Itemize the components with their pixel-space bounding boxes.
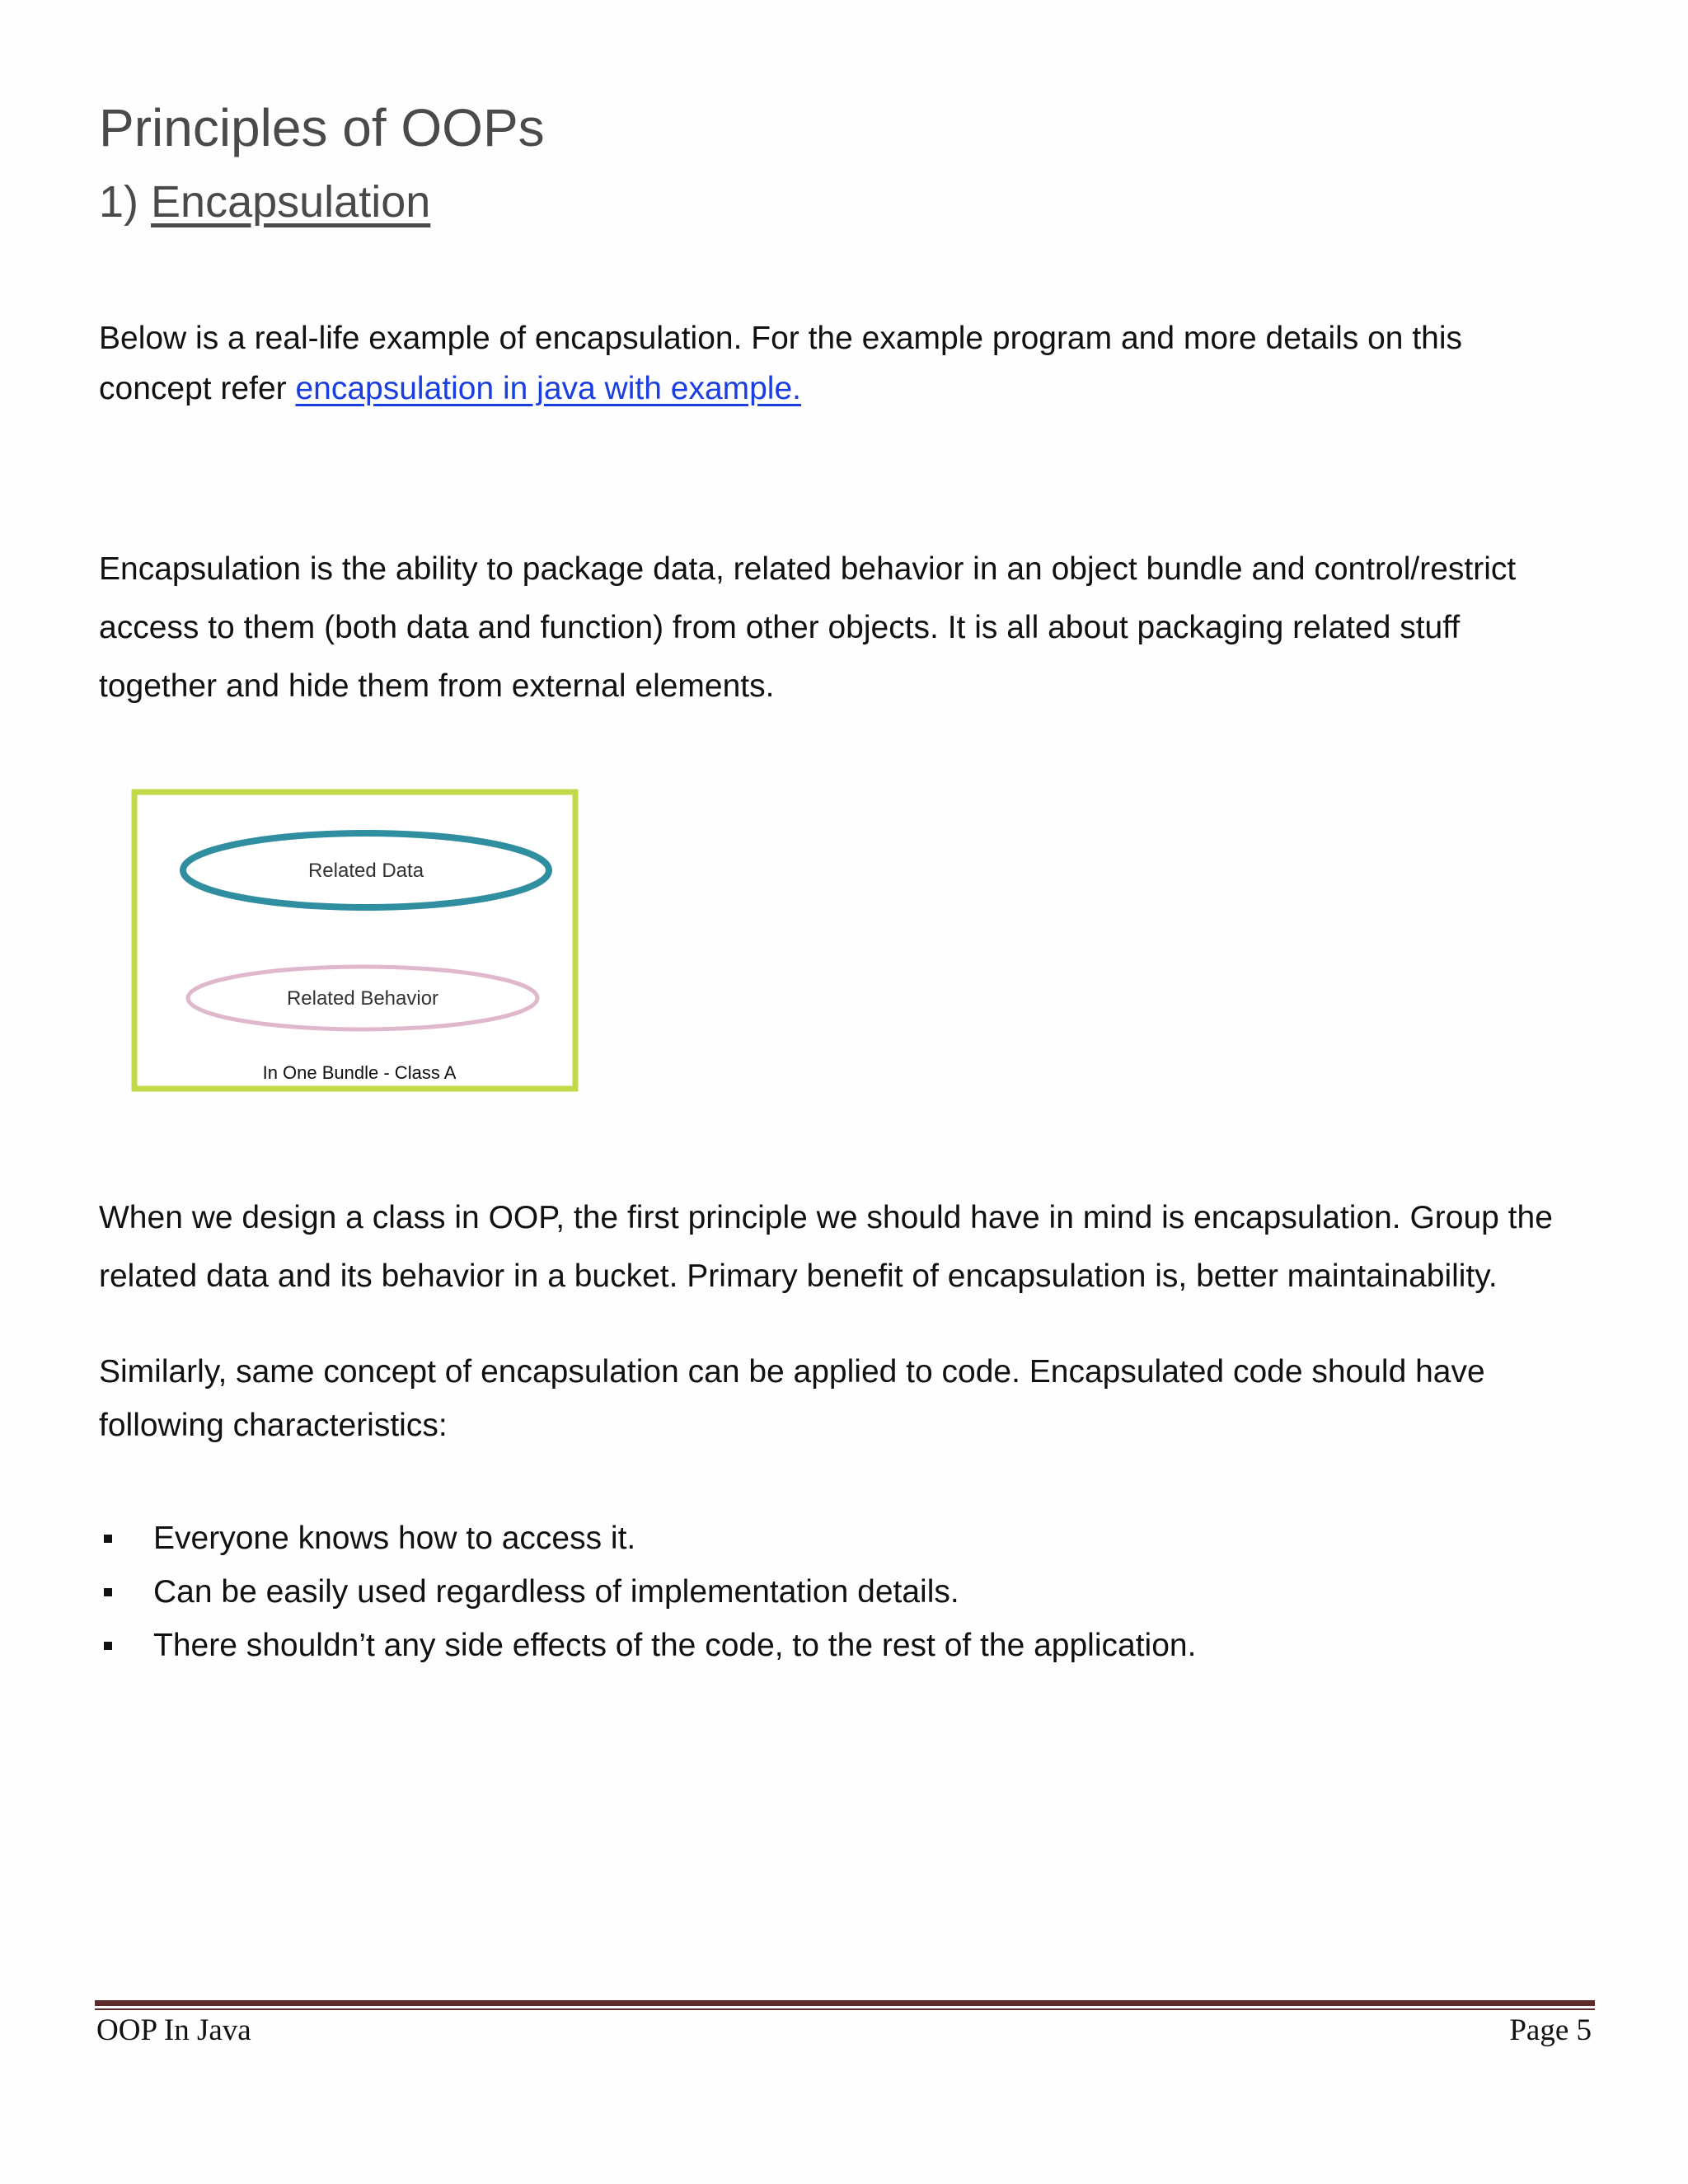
square-bullet-icon: [104, 1642, 112, 1650]
square-bullet-icon: [104, 1535, 112, 1543]
footer-doc-title: OOP In Java: [96, 2013, 251, 2047]
footer-divider-thin: [95, 2008, 1595, 2010]
list-item-text: Can be easily used regardless of implementation details.: [153, 1574, 959, 1610]
list-item-text: Everyone knows how to access it.: [153, 1521, 636, 1556]
design-line-2: related data and its behavior in a bucket. Primary benefit of encapsulation is, better maintainability.: [99, 1258, 1498, 1294]
intro-line-1: Below is a real-life example of encapsulation. For the example program and more details on this: [99, 321, 1463, 356]
definition-line-1: Encapsulation is the ability to package data, related behavior in an object bundle and control/restrict: [99, 551, 1517, 587]
code-line-1: Similarly, same concept of encapsulation can be applied to code. Encapsulated code should have: [99, 1354, 1485, 1390]
list-item-text: There shouldn’t any side effects of the code, to the rest of the application.: [153, 1628, 1197, 1663]
list-item: [99, 1565, 1599, 1619]
encapsulation-example-link[interactable]: encapsulation in java with example.: [295, 371, 801, 406]
footer-page-number: Page 5: [1509, 2013, 1592, 2047]
related-behavior-label: Related Behavior: [286, 987, 439, 1010]
intro-paragraph: [99, 313, 1599, 414]
list-item: [99, 1619, 1599, 1672]
section-label: Encapsulation: [151, 177, 431, 227]
square-bullet-icon: [104, 1588, 112, 1596]
design-line-1: When we design a class in OOP, the first principle we should have in mind is encapsulation. Group the: [99, 1200, 1553, 1235]
design-paragraph: [99, 1188, 1599, 1305]
definition-paragraph: [99, 540, 1599, 715]
bundle-caption: In One Bundle - Class A: [262, 1062, 457, 1083]
page-title: Principles of OOPs: [99, 98, 545, 157]
definition-line-2: access to them (both data and function) from other objects. It is all about packaging related stuff: [99, 610, 1461, 645]
related-data-label: Related Data: [307, 860, 424, 882]
code-paragraph: [99, 1345, 1599, 1452]
definition-line-3: together and hide them from external elements.: [99, 668, 775, 704]
code-line-2: following characteristics:: [99, 1408, 448, 1443]
encapsulation-diagram: [124, 783, 585, 1100]
intro-line-2-prefix: concept refer: [99, 371, 296, 406]
footer-divider: [95, 2000, 1595, 2006]
section-number: 1): [99, 177, 152, 227]
characteristics-list: [99, 1511, 1599, 1672]
list-item: [99, 1511, 1599, 1565]
section-heading: [99, 176, 430, 227]
